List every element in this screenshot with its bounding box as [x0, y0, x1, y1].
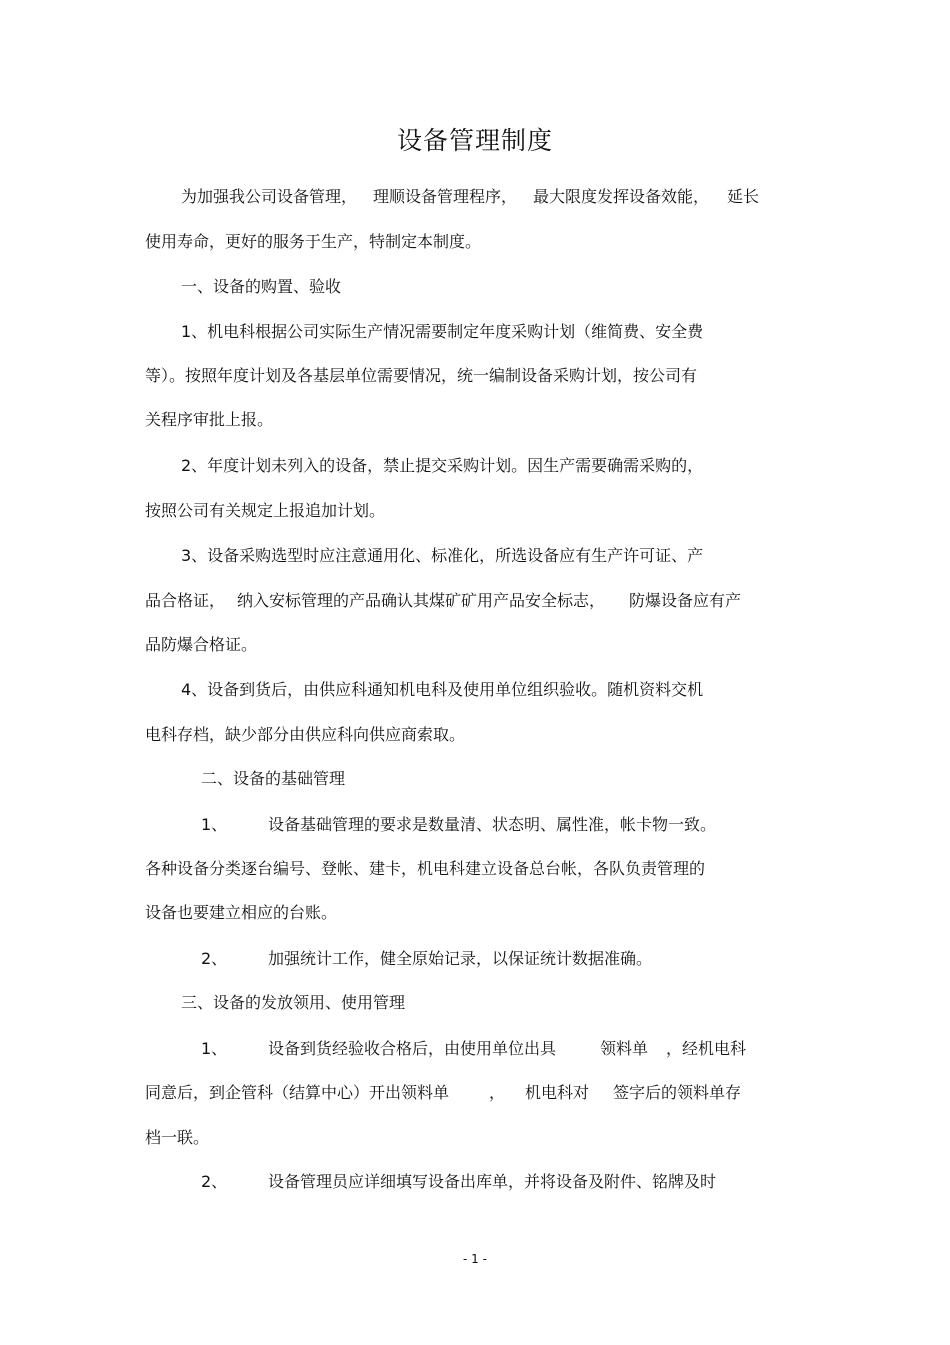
page-number: - 1 -: [463, 1252, 487, 1266]
text-phrase: 同意后，到企管科（结算中心）开出领料单: [145, 1083, 450, 1102]
s1-p1-line-2: 等）。按照年度计划及各基层单位需要情况，统一编制设备采购计划，按公司有: [145, 366, 698, 385]
intro-phrase: 理顺设备管理程序，: [373, 187, 518, 206]
text-phrase: 纳入安标管理的产品确认其煤矿矿用产品安全标志，: [237, 591, 606, 610]
text-phrase: 设备到货经验收合格后，由使用单位出具: [268, 1039, 557, 1058]
intro-line-1: [181, 185, 759, 209]
s2-p1-line-1: 设备基础管理的要求是数量清、状态明、属性准，帐卡物一致。: [268, 815, 717, 834]
intro-phrase: 最大限度发挥设备效能，: [533, 187, 710, 206]
s2-p1-line-3: 设备也要建立相应的台账。: [145, 903, 338, 922]
text-phrase: 机电科对: [525, 1083, 590, 1102]
s3-p1-line-3: 档一联。: [145, 1128, 210, 1147]
section-1-heading: 一、设备的购置、验收: [181, 277, 342, 296]
section-3-heading: 三、设备的发放领用、使用管理: [181, 993, 406, 1012]
s3-p1-number: 1、: [201, 1039, 228, 1058]
text-phrase: ，经机电科: [666, 1039, 747, 1058]
s3-p2-line-1: 设备管理员应详细填写设备出库单，并将设备及附件、铭牌及时: [268, 1172, 717, 1191]
text-phrase: 防爆设备应有产: [629, 591, 742, 610]
s1-p2-line-1: 2、年度计划未列入的设备，禁止提交采购计划。因生产需要确需采购的，: [181, 456, 704, 475]
s1-p4-line-2: 电科存档，缺少部分由供应科向供应商索取。: [145, 725, 466, 744]
s1-p1-line-3: 关程序审批上报。: [145, 410, 274, 429]
s1-p3-line-1: 3、设备采购选型时应注意通用化、标准化，所选设备应有生产许可证、产: [181, 546, 704, 565]
s3-p2-number: 2、: [201, 1172, 228, 1191]
s2-p2-line-1: 加强统计工作，健全原始记录，以保证统计数据准确。: [268, 949, 653, 968]
s2-p1-number: 1、: [201, 815, 228, 834]
text-phrase: 品合格证，: [145, 591, 226, 610]
s1-p2-line-2: 按照公司有关规定上报追加计划。: [145, 501, 386, 520]
s2-p2-number: 2、: [201, 949, 228, 968]
intro-phrase: 延长: [727, 187, 760, 206]
intro-phrase: 为加强我公司设备管理，: [181, 187, 358, 206]
document-title: 设备管理制度: [396, 126, 553, 155]
intro-line-2: 使用寿命，更好的服务于生产，特制定本制度。: [145, 232, 482, 251]
s1-p4-line-1: 4、设备到货后，由供应科通知机电科及使用单位组织验收。随机资料交机: [181, 680, 704, 699]
text-phrase: 签字后的领料单存: [613, 1083, 742, 1102]
s1-p1-line-1: 1、机电科根据公司实际生产情况需要制定年度采购计划（维简费、安全费: [181, 322, 704, 341]
s2-p1-line-2: 各种设备分类逐台编号、登帐、建卡，机电科建立设备总台帐，各队负责管理的: [145, 859, 706, 878]
s1-p3-line-3: 品防爆合格证。: [145, 635, 258, 654]
s1-p3-line-2: [145, 589, 741, 613]
text-phrase: ，: [489, 1083, 506, 1102]
section-2-heading: 二、设备的基础管理: [201, 769, 346, 788]
text-phrase: 领料单: [600, 1039, 649, 1058]
s3-p1-line-2: [145, 1081, 741, 1105]
s3-p1-line-1: [268, 1037, 746, 1061]
